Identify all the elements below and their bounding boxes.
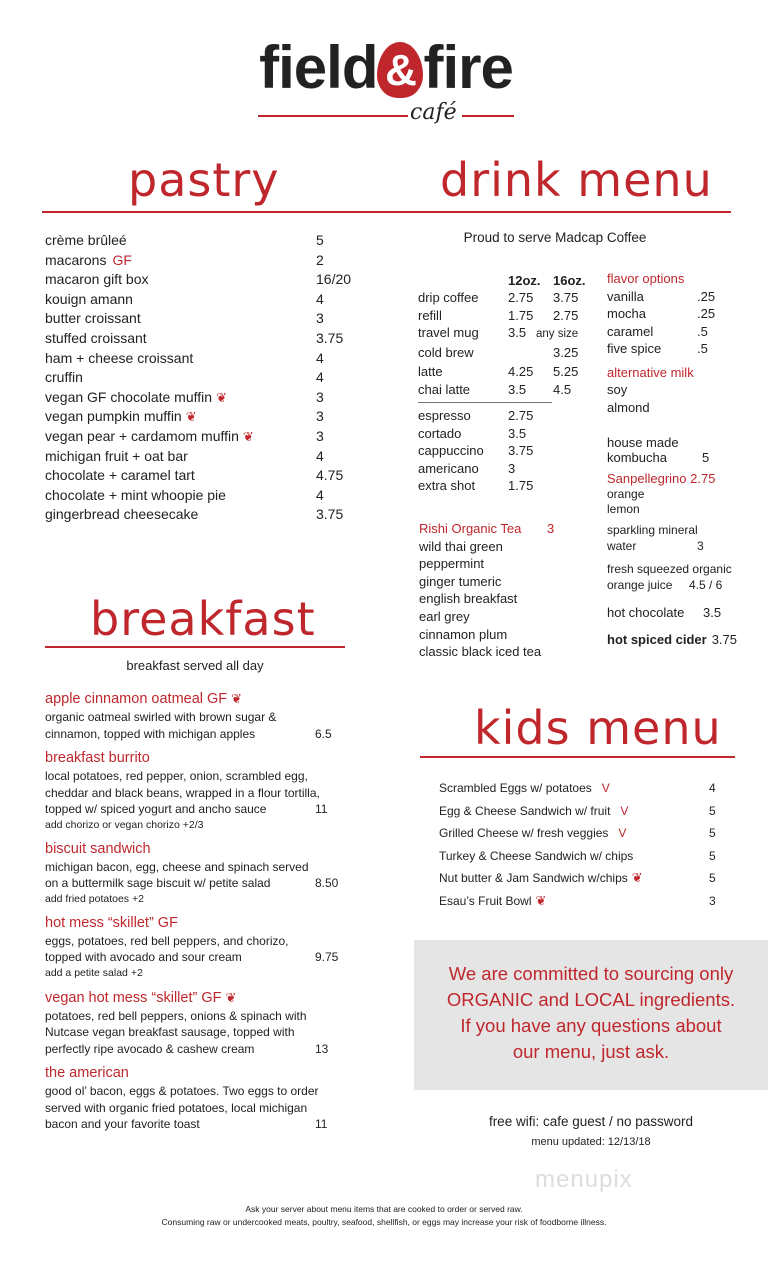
- espresso-item: [418, 407, 568, 425]
- flavor-item-price: .5: [697, 323, 708, 339]
- sanpellegrino-item: [607, 502, 767, 517]
- sanpellegrino-item-text: lemon: [607, 501, 640, 516]
- kids-item: [439, 867, 739, 890]
- wifi-info: free wifi: cafe guest / no password: [488, 1114, 694, 1129]
- flavor-item: [607, 288, 767, 306]
- kids-item: [439, 845, 739, 868]
- item-description: [45, 875, 405, 892]
- price-12oz: 2.75: [508, 290, 534, 305]
- leaf-icon: ❦: [185, 409, 197, 425]
- item-name: Egg & Cheese Sandwich w/ fruit: [439, 803, 611, 818]
- item-price: 5: [709, 803, 716, 818]
- item-name-cell: [45, 329, 316, 349]
- pastry-item: [45, 270, 375, 290]
- item-description: [45, 709, 405, 726]
- item-title: [45, 914, 405, 933]
- description-line: on a buttermilk sage biscuit w/ petite salad: [45, 876, 271, 890]
- description-line: local potatoes, red pepper, onion, scrambled egg,: [45, 769, 308, 783]
- logo-rule-left: [258, 115, 408, 117]
- item-name-cell: [45, 447, 316, 467]
- item-description: [45, 1116, 405, 1133]
- pastry-item: [45, 368, 375, 388]
- tea-item: english breakfast: [419, 591, 518, 607]
- pastry-item: [45, 329, 375, 349]
- item-price: 4: [316, 369, 324, 386]
- coffee-header: [418, 272, 586, 290]
- item-price: 3: [316, 388, 324, 405]
- item-price: 2: [316, 251, 324, 268]
- item-name: gingerbread cheesecake: [45, 506, 199, 523]
- item-name-cell: [45, 368, 316, 388]
- flavor-item-price: .5: [697, 341, 708, 356]
- item-price: 4.75: [316, 467, 344, 484]
- item-name: Nut butter & Jam Sandwich w/chips: [439, 871, 628, 886]
- espresso-item: [418, 477, 568, 495]
- item-name: crème brûleé: [45, 232, 127, 248]
- item-price: 3.5: [508, 425, 527, 441]
- menu-updated: menu updated: 12/13/18: [531, 1136, 651, 1148]
- item-title: [45, 988, 405, 1008]
- sanpellegrino-item-text: orange: [607, 487, 645, 501]
- item-name: ham + cheese croissant: [45, 349, 194, 366]
- pastry-title: pastry: [128, 153, 280, 207]
- kids-item: [439, 777, 739, 800]
- item-description: [45, 933, 405, 950]
- breakfast-item: [45, 1064, 405, 1133]
- tea-item: peppermint: [419, 556, 485, 572]
- item-price: 3: [508, 460, 516, 476]
- item-name: Turkey & Cheese Sandwich w/ chips: [439, 848, 634, 863]
- item-price: 5: [709, 848, 716, 863]
- item-name-cell: [439, 890, 709, 913]
- coffee-item: [418, 289, 603, 307]
- item-price: 4: [316, 447, 324, 464]
- leaf-icon: ❦: [631, 870, 643, 886]
- espresso-item: [418, 442, 568, 460]
- header-12oz: 12oz.: [508, 273, 541, 288]
- item-price: 6.5: [315, 726, 332, 741]
- item-description: [45, 949, 405, 966]
- description-line: bacon and your favorite toast: [45, 1117, 200, 1131]
- breakfast-title: breakfast: [90, 592, 316, 646]
- pastry-item: [45, 486, 375, 506]
- item-name: refill: [418, 307, 442, 323]
- breakfast-divider: [45, 646, 345, 648]
- logo: [256, 34, 516, 101]
- price-16oz: any size: [536, 328, 579, 341]
- description-line: served with organic fried potatoes, local michigan: [45, 1100, 308, 1115]
- vegetarian-tag: V: [601, 781, 610, 795]
- item-price: 5: [709, 826, 716, 841]
- footer-line: Ask your server about menu items that are cooked to order or served raw.: [245, 1204, 523, 1214]
- item-price: 4: [709, 781, 716, 795]
- notice-line: We are committed to sourcing only: [448, 963, 734, 984]
- price-16oz: 5.25: [553, 364, 579, 380]
- item-price: 16/20: [316, 271, 352, 288]
- item-price: 1.75: [508, 478, 534, 494]
- kids-menu-title: kids menu: [474, 701, 722, 755]
- item-price: 3: [316, 310, 324, 327]
- item-description: [45, 1041, 405, 1058]
- milk-title-text: alternative milk: [607, 364, 694, 380]
- pastry-item: [45, 466, 375, 486]
- header-16oz: 16oz.: [553, 273, 586, 288]
- item-title-text: hot mess “skillet” GF: [45, 914, 178, 931]
- description-line: cheddar and black beans, wrapped in a flour tortilla,: [45, 785, 320, 800]
- breakfast-item: [45, 749, 405, 833]
- water-price: 3: [697, 538, 704, 553]
- tea-item: cinnamon plum: [419, 626, 508, 642]
- item-description: [45, 785, 405, 802]
- kombucha-text: house made: [607, 435, 679, 450]
- description-line: topped w/ spiced yogurt and ancho sauce: [45, 802, 267, 816]
- price-12oz: 3.5: [508, 325, 527, 341]
- item-name: macaron gift box: [45, 271, 149, 288]
- item-addon: add chorizo or vegan chorizo +2/3: [45, 818, 204, 831]
- notice-line: our menu, just ask.: [512, 1041, 670, 1062]
- flavor-item: [607, 340, 767, 358]
- item-name: extra shot: [418, 478, 476, 494]
- item-description: [45, 801, 405, 818]
- item-name-cell: [45, 466, 316, 486]
- milk-item-text: almond: [607, 399, 650, 415]
- coffee-item: [418, 363, 603, 381]
- item-price: 5: [709, 871, 716, 886]
- milk-title: [607, 364, 767, 382]
- logo-cafe: café: [410, 100, 457, 125]
- item-name-cell: [439, 867, 709, 890]
- hot-chocolate: [607, 604, 767, 622]
- item-description: [45, 1024, 405, 1041]
- item-name: michigan fruit + oat bar: [45, 447, 188, 464]
- item-price: 9.75: [315, 950, 339, 964]
- flavor-item-text: five spice: [607, 341, 662, 356]
- leaf-icon: ❦: [216, 389, 227, 405]
- espresso-item: [418, 460, 568, 478]
- description-line: perfectly ripe avocado & cashew cream: [45, 1041, 255, 1056]
- item-name: vegan pumpkin muffin: [45, 408, 182, 425]
- kombucha-price: 5: [702, 450, 710, 465]
- pastry-item: [45, 251, 375, 271]
- kombucha-text: kombucha: [607, 450, 667, 465]
- sanpellegrino-title: [607, 471, 767, 487]
- item-price: 4: [316, 486, 324, 503]
- pastry-item: [45, 407, 375, 427]
- flavor-item: [607, 305, 767, 323]
- notice-line: If you have any questions about: [460, 1015, 722, 1036]
- item-price: 8.50: [315, 876, 339, 890]
- item-name-cell: [439, 845, 709, 868]
- price-16oz: 2.75: [553, 307, 579, 323]
- breakfast-subtitle: breakfast served all day: [126, 658, 264, 673]
- water: [607, 523, 767, 539]
- drink-right-column: [607, 270, 767, 648]
- item-price: 3.75: [316, 329, 344, 346]
- pastry-item: [45, 290, 375, 310]
- item-name: Grilled Cheese w/ fresh veggies: [439, 826, 609, 841]
- description-line: potatoes, red bell peppers, onions & spinach with: [45, 1008, 307, 1023]
- price-16oz: 3.75: [553, 290, 579, 305]
- hot-spiced-cider: [607, 631, 767, 649]
- tea-item: classic black iced tea: [419, 644, 542, 660]
- price-16oz: 3.25: [553, 344, 579, 360]
- logo-field: field: [259, 34, 378, 101]
- hot-chocolate-price: 3.5: [703, 605, 722, 620]
- description-line: good ol’ bacon, eggs & potatoes. Two eggs to order: [45, 1084, 319, 1098]
- item-price: 3: [316, 427, 324, 444]
- tea-item: wild thai green: [419, 538, 503, 554]
- coffee-divider: [418, 402, 552, 403]
- item-name-cell: [45, 270, 316, 290]
- orange-juice-text: orange juice: [607, 577, 673, 592]
- item-name-cell: [45, 290, 316, 310]
- coffee-list: [418, 289, 603, 399]
- item-name: chocolate + mint whoopie pie: [45, 486, 226, 503]
- water-text: water: [607, 538, 637, 553]
- item-name: cold brew: [418, 344, 474, 360]
- item-addon: add fried potatoes +2: [45, 892, 144, 905]
- item-name-cell: [45, 349, 316, 369]
- item-price: 11: [315, 1117, 328, 1131]
- item-price: 3: [316, 408, 324, 425]
- leaf-icon: ❦: [225, 989, 237, 1005]
- espresso-item: [418, 425, 568, 443]
- breakfast-list: [45, 689, 405, 1140]
- item-title-text: the american: [45, 1065, 129, 1081]
- leaf-icon: ❦: [231, 691, 243, 706]
- kombucha: [607, 450, 767, 465]
- breakfast-item: [45, 914, 405, 981]
- item-price: 2.75: [508, 408, 534, 423]
- item-name: chai latte: [418, 381, 471, 397]
- pastry-item: [45, 309, 375, 329]
- item-title: [45, 689, 405, 709]
- footer-disclaimer: [0, 1203, 768, 1229]
- kids-divider: [420, 756, 735, 758]
- logo-rule-right: [462, 115, 514, 117]
- item-price: 3: [709, 893, 716, 908]
- item-description: [45, 1100, 405, 1117]
- orange-juice-price: 4.5 / 6: [689, 577, 723, 592]
- tea-price: 3: [547, 521, 555, 536]
- sanpellegrino-title-text: Sanpellegrino 2.75: [607, 471, 716, 486]
- item-price: 3.75: [508, 443, 534, 459]
- coffee-item: [418, 344, 603, 362]
- item-name: stuffed croissant: [45, 329, 147, 346]
- leaf-icon: ❦: [242, 428, 254, 444]
- price-12oz: 1.75: [508, 307, 534, 323]
- item-price: 3.75: [316, 506, 344, 523]
- water-text: sparkling mineral: [607, 523, 698, 537]
- item-name-cell: [439, 800, 709, 823]
- item-name: cruffin: [45, 369, 83, 386]
- item-title: [45, 1064, 405, 1083]
- pastry-item: [45, 231, 375, 251]
- orange-juice-text: fresh squeezed organic: [607, 562, 732, 576]
- item-price: 4: [316, 290, 324, 307]
- item-name-cell: [45, 251, 316, 271]
- pastry-item: [45, 447, 375, 467]
- kids-list: [439, 777, 739, 913]
- description-line: eggs, potatoes, red bell peppers, and chorizo,: [45, 933, 289, 948]
- item-name-cell: [45, 486, 316, 506]
- item-price: 4: [316, 349, 324, 366]
- item-name-cell: [45, 407, 316, 427]
- item-name: butter croissant: [45, 310, 141, 327]
- description-line: michigan bacon, egg, cheese and spinach served: [45, 859, 309, 874]
- coffee-item: [418, 381, 603, 399]
- price-12oz: 4.25: [508, 364, 534, 380]
- drink-tagline: Proud to serve Madcap Coffee: [463, 230, 647, 245]
- vegetarian-tag: V: [618, 826, 627, 841]
- item-price: 5: [316, 232, 324, 248]
- tea-title: Rishi Organic Tea: [419, 521, 522, 536]
- price-12oz: 3.5: [508, 381, 527, 397]
- pastry-item: [45, 505, 375, 525]
- flavor-item-price: .25: [697, 288, 716, 304]
- flavor-item-text: caramel: [607, 323, 654, 339]
- item-name: Scrambled Eggs w/ potatoes: [439, 781, 592, 795]
- item-name: latte: [418, 364, 443, 380]
- pastry-item: [45, 427, 375, 447]
- logo-fire: fire: [423, 34, 513, 101]
- price-16oz: 4.5: [553, 381, 572, 397]
- flavor-item-price: .25: [697, 306, 716, 321]
- orange-juice: [607, 578, 767, 594]
- hot-spiced-cider-price: 3.75: [711, 631, 738, 647]
- watermark: menupix: [535, 1166, 633, 1193]
- pastry-list: [45, 231, 375, 525]
- drink-menu-title: drink menu: [440, 153, 713, 207]
- item-price: 13: [315, 1041, 329, 1056]
- sanpellegrino-item: [607, 487, 767, 502]
- item-name-cell: [45, 388, 316, 408]
- leaf-icon: ❦: [535, 892, 547, 908]
- item-title-text: biscuit sandwich: [45, 840, 151, 857]
- kombucha: [607, 435, 767, 450]
- description-line: cinnamon, topped with michigan apples: [45, 726, 256, 741]
- coffee-item: [418, 324, 603, 344]
- item-name: cappuccino: [418, 443, 484, 459]
- hot-chocolate-text: hot chocolate: [607, 605, 685, 620]
- tea-item: ginger tumeric: [419, 573, 502, 589]
- tea-item: earl grey: [419, 608, 470, 624]
- pastry-item: [45, 388, 375, 408]
- item-name: americano: [418, 460, 479, 476]
- item-name-cell: [45, 231, 316, 251]
- sourcing-notice: [414, 940, 768, 1090]
- flavor-item: [607, 323, 767, 341]
- top-divider: [42, 211, 731, 213]
- coffee-item: [418, 307, 603, 325]
- vegetarian-tag: V: [620, 803, 629, 818]
- water: [607, 539, 767, 555]
- milk-item-text: soy: [607, 382, 628, 397]
- milk-item: [607, 399, 767, 417]
- item-title-text: breakfast burrito: [45, 750, 150, 766]
- item-name: vegan pear + cardamom muffin: [45, 427, 239, 444]
- flavor-item-text: mocha: [607, 306, 647, 321]
- breakfast-item: [45, 840, 405, 907]
- item-description: [45, 1083, 405, 1100]
- item-title: [45, 840, 405, 859]
- item-name-cell: [45, 427, 316, 447]
- milk-item: [607, 381, 767, 399]
- kids-item: [439, 800, 739, 823]
- item-description: [45, 768, 405, 785]
- description-line: organic oatmeal swirled with brown sugar &: [45, 710, 277, 724]
- kids-item: [439, 890, 739, 913]
- hot-spiced-cider-text: hot spiced cider: [607, 631, 707, 647]
- espresso-list: [418, 407, 568, 495]
- item-addon: add a petite salad +2: [45, 966, 143, 979]
- flavor-item-text: vanilla: [607, 288, 644, 304]
- item-name: espresso: [418, 408, 471, 423]
- item-name: travel mug: [418, 325, 479, 341]
- kids-item: [439, 822, 739, 845]
- item-title: [45, 749, 405, 768]
- item-name-cell: [439, 822, 709, 845]
- logo-flame-ampersand: &: [377, 42, 423, 98]
- description-line: topped with avocado and sour cream: [45, 950, 242, 964]
- footer-line: Consuming raw or undercooked meats, poultry, seafood, shellfish, or eggs may increase your risk of foodborne illness.: [161, 1217, 607, 1227]
- item-description: [45, 1008, 405, 1025]
- item-name-cell: [439, 777, 709, 800]
- tea-list: [419, 520, 599, 661]
- gf-tag: GF: [112, 251, 132, 268]
- item-description: [45, 726, 405, 743]
- description-line: Nutcase vegan breakfast sausage, topped with: [45, 1025, 295, 1039]
- item-name: macarons: [45, 251, 107, 268]
- orange-juice: [607, 562, 767, 578]
- item-name: cortado: [418, 425, 462, 441]
- item-name: drip coffee: [418, 290, 479, 305]
- notice-line: ORGANIC and LOCAL ingredients.: [446, 989, 736, 1010]
- flavor-title-text: flavor options: [607, 271, 685, 286]
- item-title-text: apple cinnamon oatmeal GF: [45, 691, 228, 707]
- item-name-cell: [45, 309, 316, 329]
- breakfast-item: [45, 988, 405, 1058]
- flavor-title: [607, 270, 767, 288]
- item-title-text: vegan hot mess “skillet” GF: [45, 989, 222, 1006]
- breakfast-item: [45, 689, 405, 742]
- item-name: chocolate + caramel tart: [45, 467, 195, 484]
- item-name-cell: [45, 505, 316, 525]
- item-description: [45, 859, 405, 876]
- item-price: 11: [315, 802, 328, 816]
- item-name: Esau’s Fruit Bowl: [439, 893, 532, 908]
- tea-header: [419, 520, 599, 538]
- item-name: vegan GF chocolate muffin: [45, 388, 213, 405]
- pastry-item: [45, 349, 375, 369]
- item-name: kouign amann: [45, 290, 133, 307]
